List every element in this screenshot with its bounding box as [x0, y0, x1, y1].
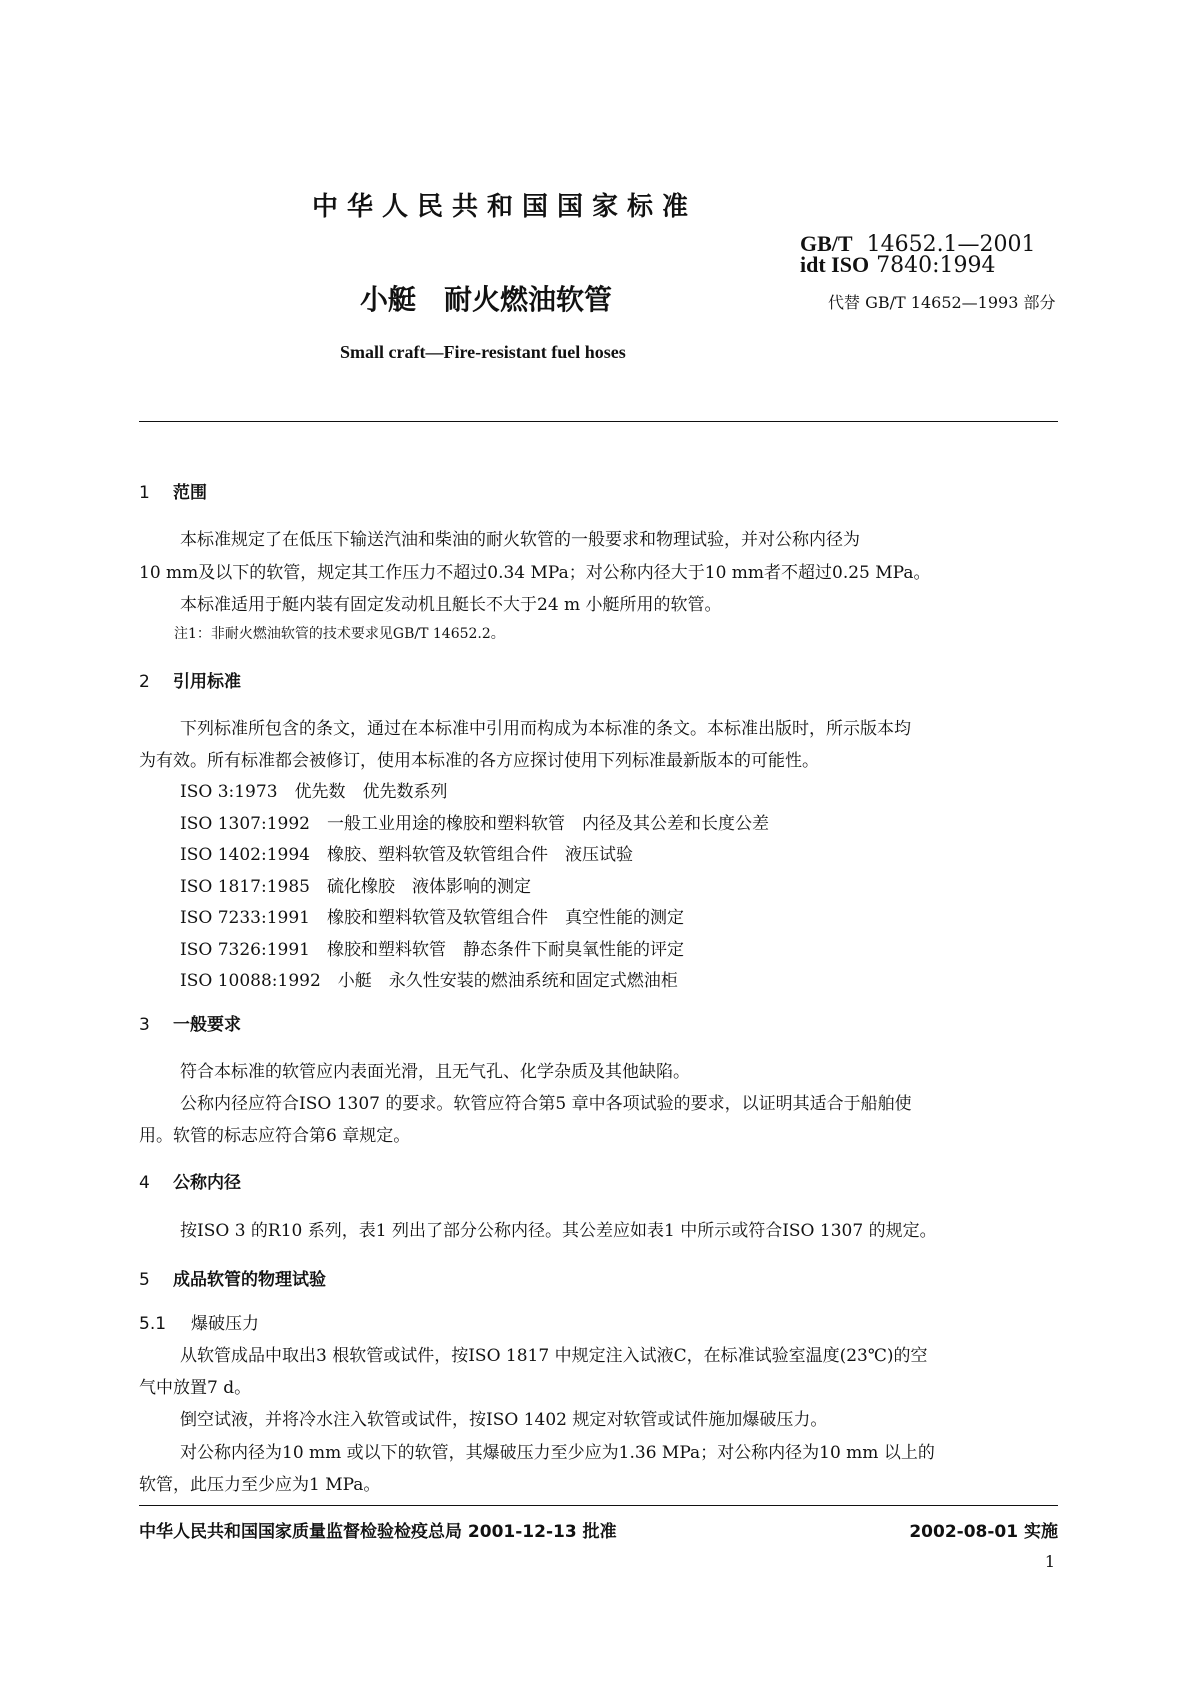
national-standard-heading: 中华人民共和国国家标准 — [312, 192, 698, 222]
subsection-title: 爆破压力 — [191, 1314, 259, 1334]
section-2-heading — [139, 667, 241, 692]
reference-item: ISO 7326:1991 橡胶和塑料软管 静态条件下耐臭氧性能的评定 — [180, 940, 684, 960]
section-4-heading — [139, 1168, 241, 1193]
paragraph-line: 下列标准所包含的条文，通过在本标准中引用而构成为本标准的条文。本标准出版时，所示版本均 — [180, 719, 911, 739]
title-english: Small craft—Fire-resistant fuel hoses — [340, 342, 626, 362]
paragraph: 本标准适用于艇内装有固定发动机且艇长不大于24 m 小艇所用的软管。 — [180, 595, 722, 615]
note: 注1：非耐火燃油软管的技术要求见GB/T 14652.2。 — [174, 626, 505, 642]
section-number: 3 — [139, 1015, 150, 1035]
reference-item: ISO 1402:1994 橡胶、塑料软管及软管组合件 液压试验 — [180, 845, 633, 865]
paragraph-line: 从软管成品中取出3 根软管或试件，按ISO 1817 中规定注入试液C，在标准试验室温度(23℃)的空 — [180, 1346, 928, 1366]
section-title: 公称内径 — [173, 1173, 241, 1193]
paragraph-line: 10 mm及以下的软管，规定其工作压力不超过0.34 MPa；对公称内径大于10 mm者不超过0.25 MPa。 — [139, 563, 931, 583]
header-divider — [139, 421, 1058, 422]
reference-item: ISO 10088:1992 小艇 永久性安装的燃油系统和固定式燃油柜 — [180, 971, 678, 991]
section-number: 4 — [139, 1173, 150, 1193]
paragraph-line: 软管，此压力至少应为1 MPa。 — [139, 1475, 381, 1495]
code-prefix: GB/T — [800, 231, 853, 256]
title-chinese: 小艇 耐火燃油软管 — [360, 283, 613, 316]
paragraph-line: 气中放置7 d。 — [139, 1378, 252, 1398]
section-1-heading — [139, 478, 207, 503]
section-5-heading — [139, 1265, 326, 1290]
replaces-note: 代替 GB/T 14652—1993 部分 — [828, 293, 1056, 312]
section-number: 2 — [139, 672, 150, 692]
code-number: 14652.1—2001 — [866, 232, 1036, 257]
reference-item: ISO 3:1973 优先数 优先数系列 — [180, 782, 448, 802]
paragraph: 按ISO 3 的R10 系列，表1 列出了部分公称内径。其公差应如表1 中所示或符合ISO 1307 的规定。 — [180, 1221, 937, 1241]
idt-number: 7840:1994 — [876, 253, 996, 278]
subsection-number: 5.1 — [139, 1314, 167, 1334]
subsection-5-1-heading — [139, 1309, 259, 1334]
section-number: 1 — [139, 483, 150, 503]
idt-code — [800, 252, 995, 278]
implementation-date: 2002-08-01 实施 — [909, 1522, 1058, 1542]
section-title: 成品软管的物理试验 — [173, 1270, 326, 1290]
section-3-heading — [139, 1010, 241, 1035]
paragraph-line: 本标准规定了在低压下输送汽油和柴油的耐火软管的一般要求和物理试验，并对公称内径为 — [180, 530, 860, 550]
paragraph: 符合本标准的软管应内表面光滑，且无气孔、化学杂质及其他缺陷。 — [180, 1062, 690, 1082]
reference-item: ISO 7233:1991 橡胶和塑料软管及软管组合件 真空性能的测定 — [180, 908, 684, 928]
footer-divider — [139, 1505, 1058, 1506]
reference-item: ISO 1817:1985 硫化橡胶 液体影响的测定 — [180, 877, 531, 897]
paragraph: 倒空试液，并将冷水注入软管或试件，按ISO 1402 规定对软管或试件施加爆破压力。 — [180, 1410, 828, 1430]
paragraph-line: 为有效。所有标准都会被修订，使用本标准的各方应探讨使用下列标准最新版本的可能性。 — [139, 751, 819, 771]
section-title: 引用标准 — [173, 672, 241, 692]
approval-line: 中华人民共和国国家质量监督检验检疫总局 2001-12-13 批准 — [139, 1522, 617, 1542]
page-number: 1 — [1044, 1552, 1055, 1571]
reference-item: ISO 1307:1992 一般工业用途的橡胶和塑料软管 内径及其公差和长度公差 — [180, 814, 769, 834]
idt-prefix: idt ISO — [800, 252, 870, 277]
paragraph-line: 用。软管的标志应符合第6 章规定。 — [139, 1126, 411, 1146]
section-number: 5 — [139, 1270, 150, 1290]
section-title: 范围 — [173, 483, 207, 503]
section-title: 一般要求 — [173, 1015, 241, 1035]
paragraph-line: 公称内径应符合ISO 1307 的要求。软管应符合第5 章中各项试验的要求，以证明其适合于船舶使 — [180, 1094, 912, 1114]
paragraph-line: 对公称内径为10 mm 或以下的软管，其爆破压力至少应为1.36 MPa；对公称内径为10 mm 以上的 — [180, 1443, 935, 1463]
